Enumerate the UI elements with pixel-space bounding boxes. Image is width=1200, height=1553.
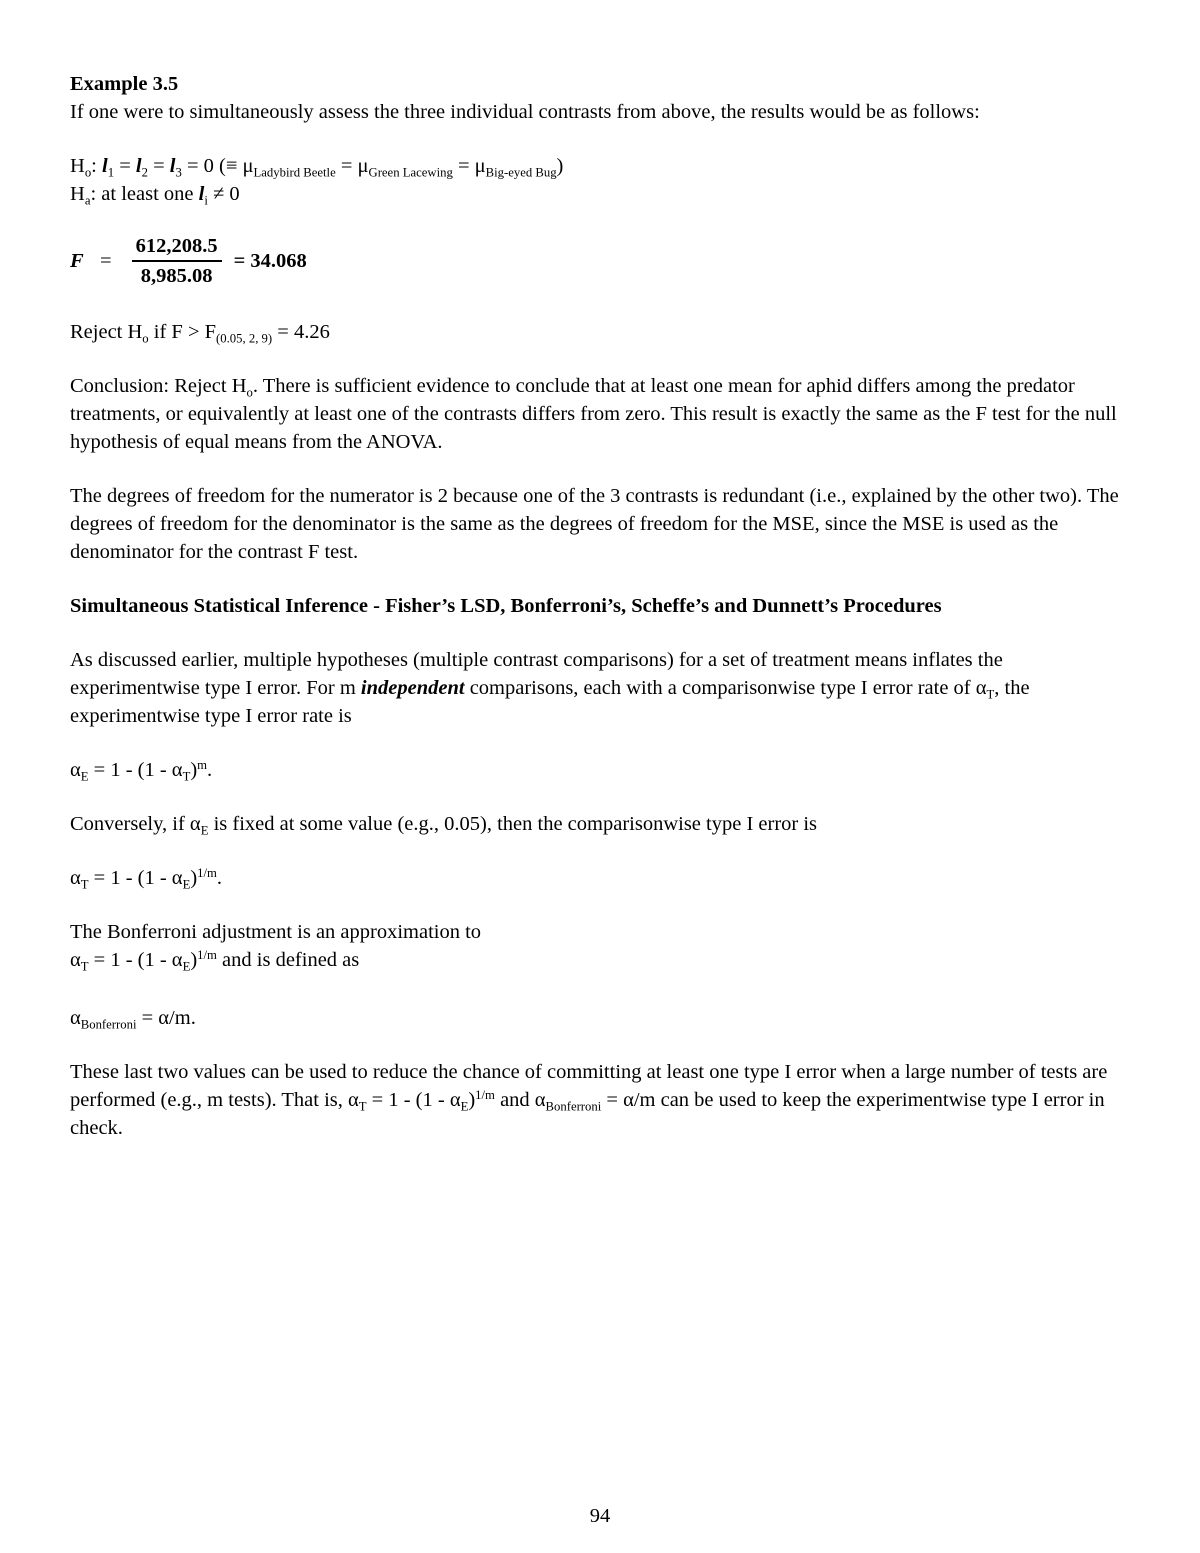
document-page <box>70 70 1130 1142</box>
f-statistic-formula: F = $\frac{612,208.5}{8,985.08}$ = 34.068 <box>70 235 307 287</box>
comparisonwise-formula: $\alpha_T = 1 - (1 - \alpha_E)^{1/m}$. <box>70 866 223 892</box>
example-title: Example 3.5 <box>70 73 179 95</box>
bonferroni-intro: The Bonferroni adjustment is an approximation to <box>70 921 482 943</box>
bonferroni-approx-line: $\alpha_T = 1 - (1 - \alpha_E)^{1/m}$ and is defined as <box>70 948 360 974</box>
bonferroni-formula: $\alpha_{Bonferroni} = \alpha/m$. <box>70 1007 196 1032</box>
experimentwise-formula: $\alpha_E = 1 - (1 - \alpha_T)^m$. <box>70 758 213 784</box>
conclusion-paragraph: Conclusion: Reject $H_o$. There is sufficient evidence to conclude that at least one mean for aphid differs among the predator treatments, or equivalently at least one of the contrasts differs from zero. This result is exactly the same as the F test for the null hypothesis of equal means from the ANOVA. <box>70 375 1117 453</box>
f-result: = 34.068 <box>233 249 307 272</box>
f-symbol: F <box>70 249 84 272</box>
null-hypothesis: $H_o$: $l_1 = l_2 = l_3 = 0$ (≡ $\mu_{Ladybird Beetle} = \mu_{Green Lacewing} = \mu_{Big-eyed Bug}$) <box>70 155 564 180</box>
page-number: 94 <box>589 1505 611 1527</box>
degrees-of-freedom-paragraph: The degrees of freedom for the numerator is 2 because one of the 3 contrasts is redundant (i.e., explained by the other two). The degrees of freedom for the denominator is the same as the degrees of freedom for the MSE, since the MSE is used as the denominator for the contrast F test. <box>70 485 1119 563</box>
multiple-comparisons-paragraph: As discussed earlier, multiple hypotheses (multiple contrast comparisons) for a set of treatment means inflates the experimentwise type I error. For m independent comparisons, each with a comparisonwise type I error rate of $\alpha_T$, the experimentwise type I error rate is <box>70 649 1030 727</box>
f-denominator: 8,985.08 <box>140 265 213 287</box>
f-fraction <box>132 234 222 288</box>
intro-paragraph: If one were to simultaneously assess the three individual contrasts from above, the results would be as follows: <box>70 101 980 123</box>
alternative-hypothesis: $H_a$: at least one $l_i \ne 0$ <box>70 183 240 208</box>
section-heading: Simultaneous Statistical Inference - Fisher’s LSD, Bonferroni’s, Scheffe’s and Dunnett’s Procedures <box>70 595 942 617</box>
conversely-paragraph: Conversely, if $\alpha_E$ is fixed at some value (e.g., 0.05), then the comparisonwise type I error is <box>70 813 818 838</box>
reject-rule: Reject $H_o$ if $F > F_{(0.05, 2, 9)} = 4.26$ <box>70 321 330 346</box>
f-numerator: 612,208.5 <box>135 235 218 257</box>
final-paragraph: These last two values can be used to reduce the chance of committing at least one type I error when a large number of tests are performed (e.g., m tests). That is, $\alpha_T = 1 - (1 - \alpha_E)^{1/m}$ and $\alpha_{Bonferroni} = \alpha/m$ can be used to keep the experimentwise type I error in check. <box>70 1061 1108 1139</box>
